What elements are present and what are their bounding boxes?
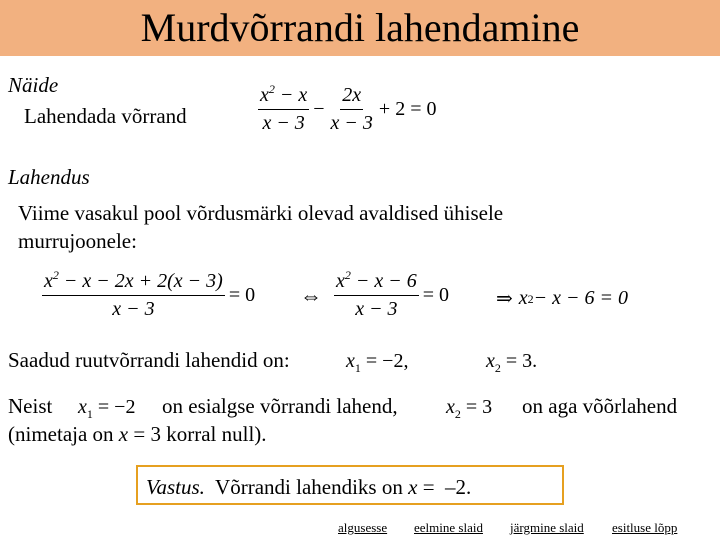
analysis-line2: (nimetaja on x = 3 korral null). bbox=[8, 422, 267, 446]
nav-link-next[interactable]: järgmine slaid bbox=[510, 520, 584, 535]
step1-fraction: $\frac{x^2 - x - 2x + 2(x - 3)}{x - 3}$ bbox=[44, 268, 223, 320]
step2-equation: $\frac{x^2 - x - 6}{x - 3}$ = 0 bbox=[336, 268, 450, 320]
step1-equation: $\frac{x^2 - x - 2x + 2(x - 3)}{x - 3}$ = 0 bbox=[44, 268, 256, 320]
answer-label: Vastus. bbox=[146, 475, 205, 499]
analysis-mid-text: on esialgse võrrandi lahend, bbox=[162, 394, 398, 418]
nav-link-end[interactable]: esitluse lõpp bbox=[612, 520, 678, 535]
root-x1: $x_1 = -2$, bbox=[346, 350, 409, 375]
example-label: Näide bbox=[8, 73, 59, 97]
fraction-2: $\frac{2x}{x - 3}$ bbox=[330, 84, 373, 134]
solution-label: Lahendus bbox=[8, 165, 90, 189]
example-equation: $\frac{x^2 - x}{x - 3}$ − $\frac{2x}{x - 3}$ + 2 = 0 bbox=[260, 82, 437, 134]
slide-title: Murdvõrrandi lahendamine bbox=[140, 5, 580, 50]
equivalence-arrow: ⇔ bbox=[300, 283, 322, 308]
root-x2: $x_2 = 3$. bbox=[486, 350, 538, 375]
analysis-x1: $x_1 = -2$ bbox=[78, 396, 136, 421]
analysis-word-neist: Neist bbox=[8, 394, 53, 418]
example-task: Lahendada võrrand bbox=[24, 104, 187, 128]
step2-fraction: $\frac{x^2 - x - 6}{x - 3}$ bbox=[336, 268, 417, 320]
solution-text-line1: Viime vasakul pool võrdusmärki olevad avaldised ühisele bbox=[18, 201, 504, 225]
roots-text: Saadud ruutvõrrandi lahendid on: bbox=[8, 348, 290, 372]
analysis-x2: $x_2 = 3$ bbox=[446, 396, 493, 421]
nav-link-prev[interactable]: eelmine slaid bbox=[414, 520, 483, 535]
analysis-end-text: on aga võõrlahend bbox=[522, 394, 678, 418]
nav-link-start[interactable]: algusesse bbox=[338, 520, 388, 535]
fraction-1: $\frac{x^2 - x}{x - 3}$ bbox=[260, 82, 308, 134]
step3-equation: ⇒ x 2 − x − 6 = 0 bbox=[496, 287, 629, 310]
solution-text-line2: murrujoonele: bbox=[18, 229, 137, 253]
answer-text: Vastus. Võrrandi lahendiks on x = –2. bbox=[146, 475, 472, 499]
